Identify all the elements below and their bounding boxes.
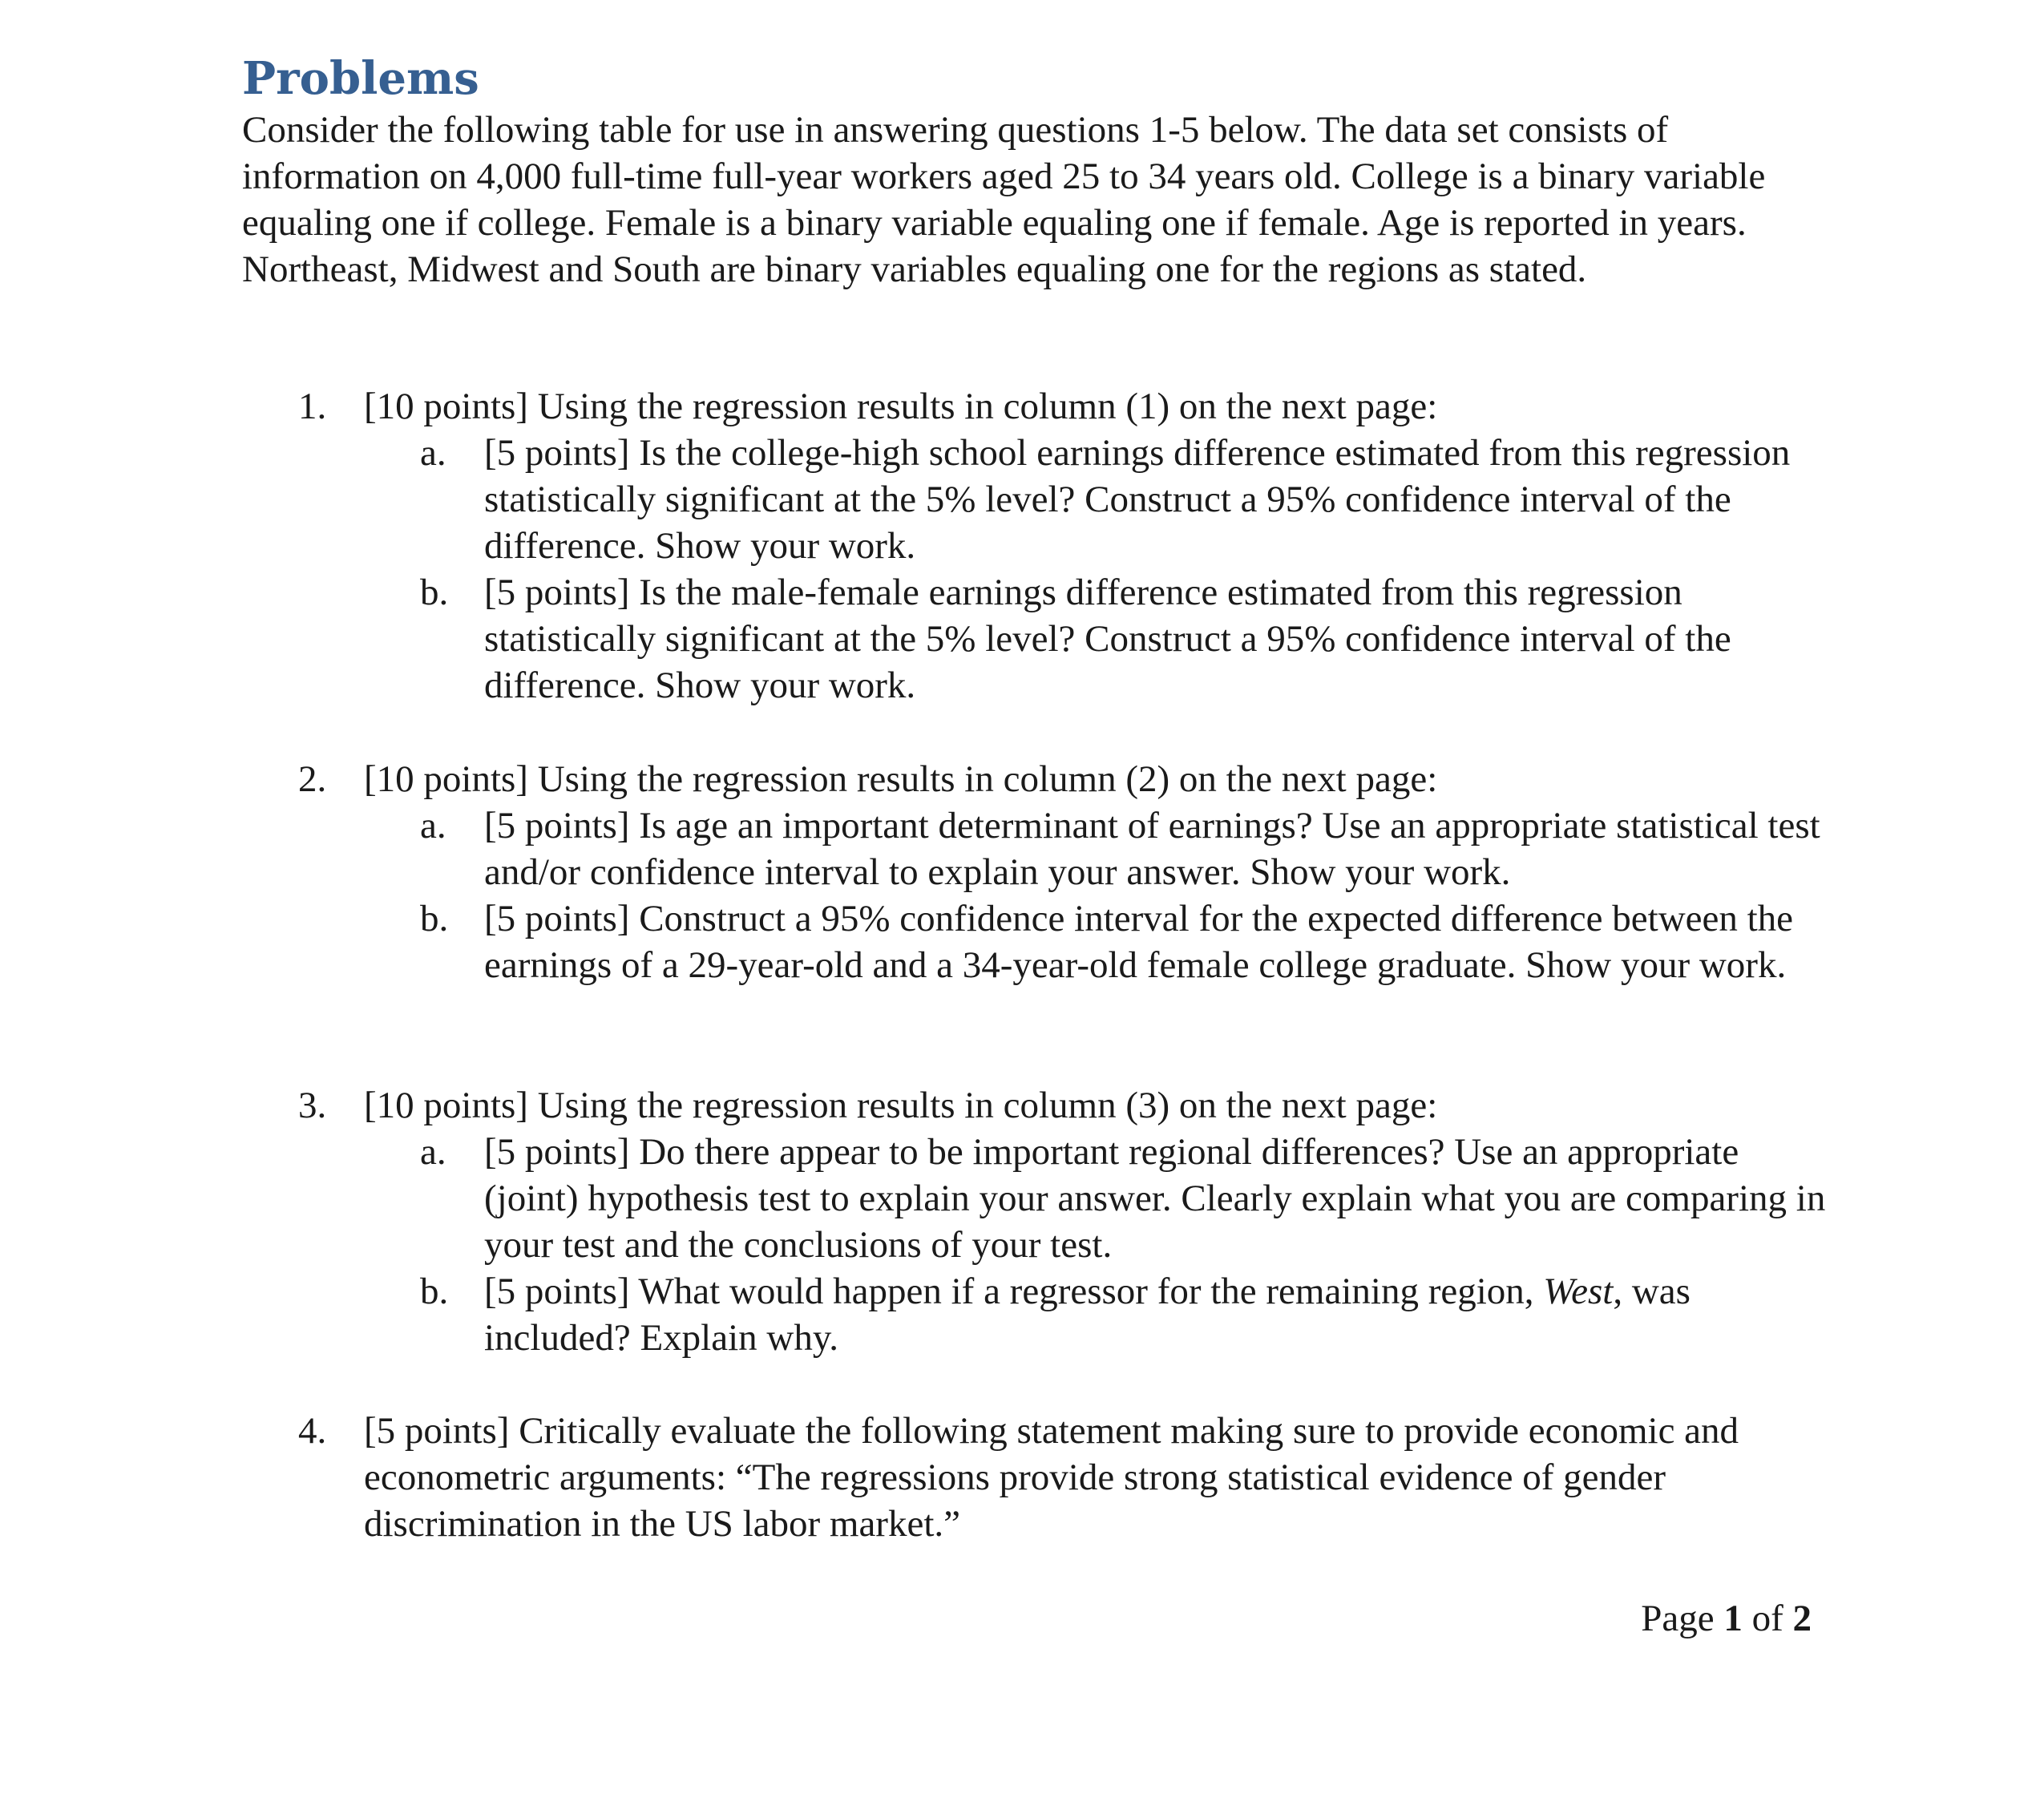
question-number: 4. (298, 1410, 327, 1452)
question-3 (298, 1082, 1826, 1361)
part-text: [5 points] Is the college-high school earnings difference estimated from this regression statistically significant at the 5% level? Construct a 95% confidence interval of the difference. Show your work. (484, 432, 1791, 567)
question-number: 3. (298, 1085, 327, 1126)
question-1-part-a (420, 430, 1821, 569)
part-text-after: , was included? Explain why. (484, 1271, 1691, 1359)
question-text: [10 points] Using the regression results in column (3) on the next page: (364, 1085, 1438, 1126)
part-letter: a. (420, 805, 446, 846)
part-text-italic: West (1543, 1271, 1614, 1312)
question-3-part-b (420, 1268, 1821, 1361)
question-3-part-a (420, 1129, 1826, 1268)
question-1-part-b (420, 569, 1821, 709)
part-letter: b. (420, 898, 449, 939)
question-text: [5 points] Critically evaluate the following statement making sure to provide economic and econometric arguments: “The regressions provide strong statistical evidence of gender discrimination in the US labor market.” (364, 1410, 1739, 1545)
question-4 (298, 1408, 1821, 1547)
section-heading: Problems (242, 52, 479, 105)
page-number-footer (1641, 1595, 1812, 1642)
part-letter: a. (420, 1131, 446, 1173)
question-2 (298, 756, 1821, 988)
current-page: 1 (1723, 1598, 1743, 1639)
question-number: 1. (298, 386, 327, 427)
part-letter: b. (420, 1271, 449, 1312)
total-pages: 2 (1792, 1598, 1812, 1639)
question-text: [10 points] Using the regression results in column (2) on the next page: (364, 758, 1438, 800)
of-word: of (1751, 1598, 1783, 1639)
part-text (484, 1268, 1831, 1361)
question-text: [10 points] Using the regression results in column (1) on the next page: (364, 386, 1438, 427)
part-text: [5 points] Is the male-female earnings difference estimated from this regression statistically significant at the 5% level? Construct a 95% confidence interval of the difference. Show your work. (484, 572, 1731, 706)
part-text: [5 points] Do there appear to be important regional differences? Use an appropriate (joint) hypothesis test to explain your answer. Clearly explain what you are comparing in your test and the conclusions of your test. (484, 1131, 1826, 1266)
part-text: [5 points] Is age an important determinant of earnings? Use an appropriate statistical test and/or confidence interval to explain your answer. Show your work. (484, 805, 1820, 893)
intro-paragraph: Consider the following table for use in answering questions 1-5 below. The data set consists of information on 4,000 full-time full-year workers aged 25 to 34 years old. College is a binary variable equaling one if college. Female is a binary variable equaling one if female. Age is reported in years. Northeast, Midwest and South are binary variables equaling one for the regions as stated. (242, 109, 1766, 290)
question-number: 2. (298, 758, 327, 800)
question-2-part-a (420, 802, 1821, 895)
question-2-part-b (420, 895, 1821, 988)
part-letter: b. (420, 572, 449, 613)
page-word: Page (1641, 1598, 1715, 1639)
part-text: [5 points] Construct a 95% confidence interval for the expected difference between the earnings of a 29-year-old and a 34-year-old female college graduate. Show your work. (484, 898, 1794, 986)
question-1 (298, 383, 1821, 709)
part-text-before: [5 points] What would happen if a regressor for the remaining region, (484, 1271, 1544, 1312)
part-letter: a. (420, 432, 446, 474)
